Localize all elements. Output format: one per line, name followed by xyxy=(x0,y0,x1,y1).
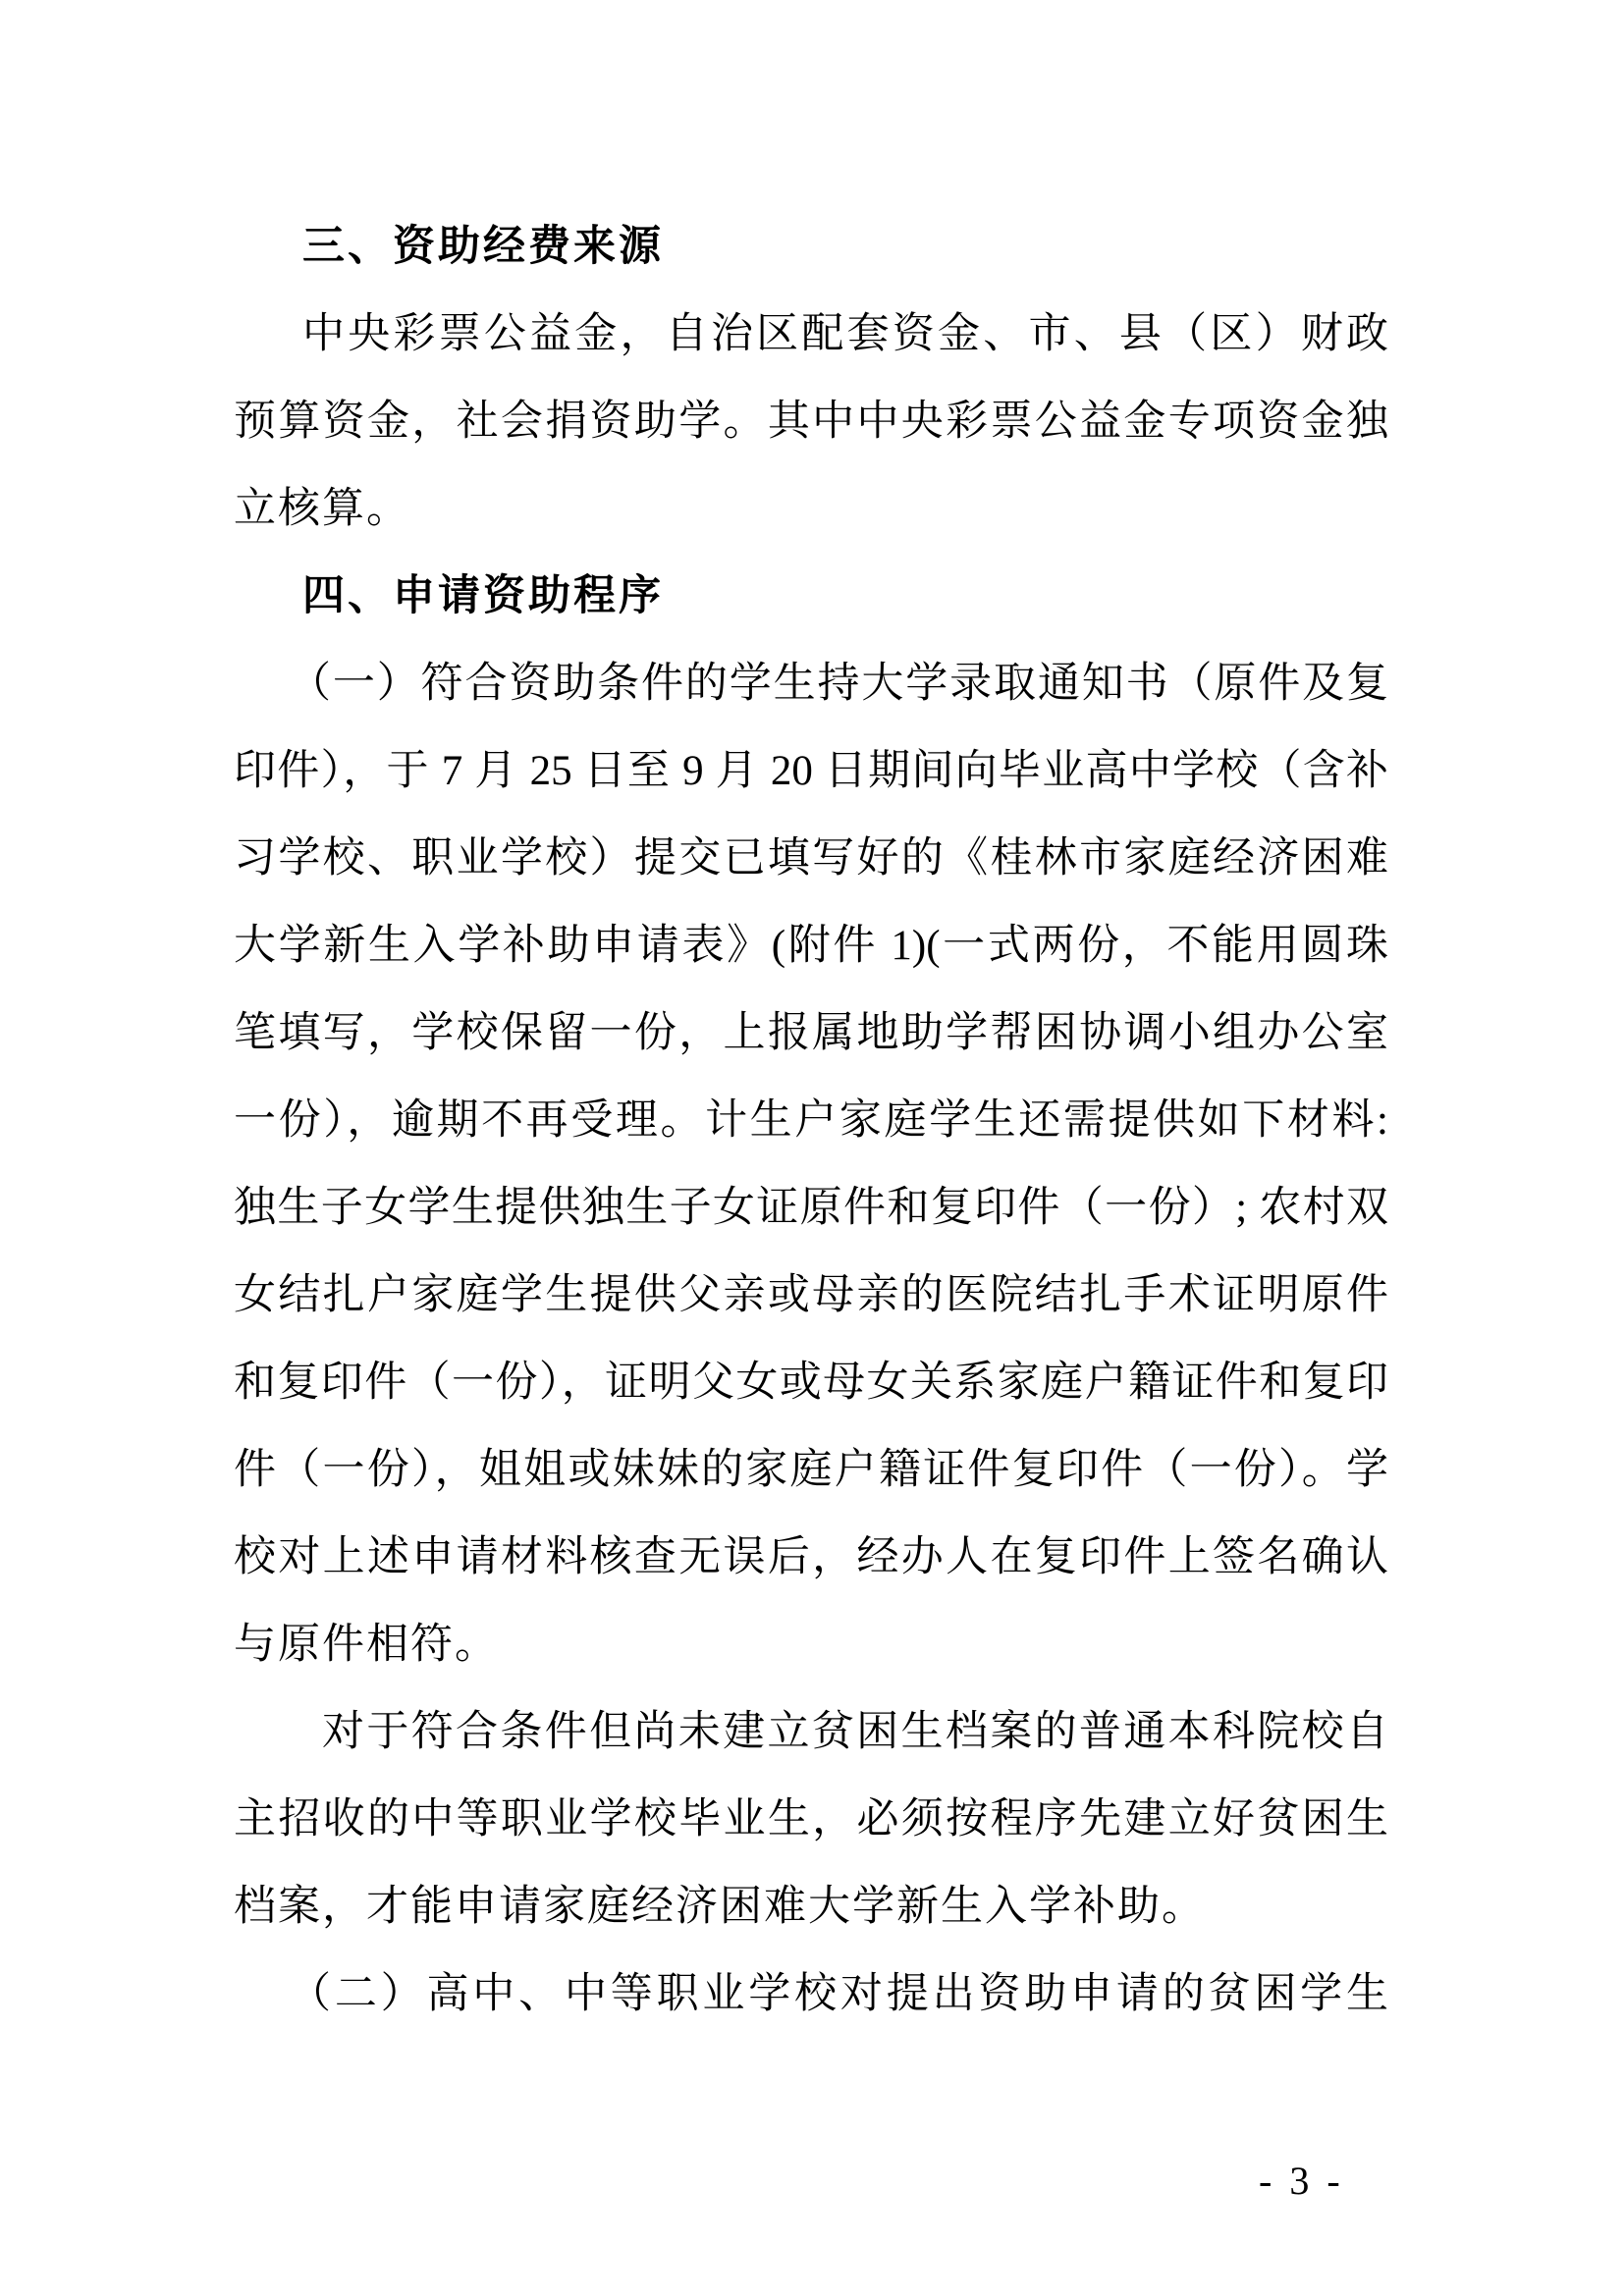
text-line: 立核算。 xyxy=(234,486,410,532)
section-heading: 四、申请资助程序 xyxy=(302,572,664,619)
text-line: 大学新生入学补助申请表》(附件 1)(一式两份，不能用圆珠 xyxy=(234,923,1388,969)
section-heading: 三、资助经费来源 xyxy=(302,223,664,270)
text-line: （一）符合资助条件的学生持大学录取通知书（原件及复 xyxy=(289,661,1388,707)
text-line: 对于符合条件但尚未建立贫困生档案的普通本科院校自 xyxy=(322,1709,1388,1755)
text-line: 中央彩票公益金，自治区配套资金、市、县（区）财政 xyxy=(302,311,1388,357)
text-line: 笔填写，学校保留一份，上报属地助学帮困协调小组办公室 xyxy=(234,1010,1388,1056)
text-line: 校对上述申请材料核查无误后，经办人在复印件上签名确认 xyxy=(234,1534,1388,1580)
text-line: 档案，才能申请家庭经济困难大学新生入学补助。 xyxy=(234,1884,1206,1930)
text-line: 与原件相符。 xyxy=(234,1622,499,1668)
text-line: 预算资金，社会捐资助学。其中中央彩票公益金专项资金独 xyxy=(234,399,1388,445)
text-line: （二）高中、中等职业学校对提出资助申请的贫困学生 xyxy=(289,1971,1388,2017)
document-body xyxy=(234,203,1392,2038)
text-line: 习学校、职业学校）提交已填写好的《桂林市家庭经济困难 xyxy=(234,835,1388,881)
text-line: 独生子女学生提供独生子女证原件和复印件（一份）; 农村双 xyxy=(234,1185,1388,1231)
text-line: 件（一份），姐姐或妹妹的家庭户籍证件复印件（一份）。学 xyxy=(234,1447,1388,1493)
text-line: 女结扎户家庭学生提供父亲或母亲的医院结扎手术证明原件 xyxy=(234,1272,1388,1318)
text-line: 印件），于 7 月 25 日至 9 月 20 日期间向毕业高中学校（含补 xyxy=(234,748,1388,794)
page-number: - 3 - xyxy=(1259,2159,1344,2203)
text-line: 和复印件（一份），证明父女或母女关系家庭户籍证件和复印 xyxy=(234,1360,1388,1406)
text-line: 主招收的中等职业学校毕业生，必须按程序先建立好贫困生 xyxy=(234,1796,1388,1842)
text-line: 一份），逾期不再受理。计生户家庭学生还需提供如下材料: xyxy=(234,1097,1388,1144)
